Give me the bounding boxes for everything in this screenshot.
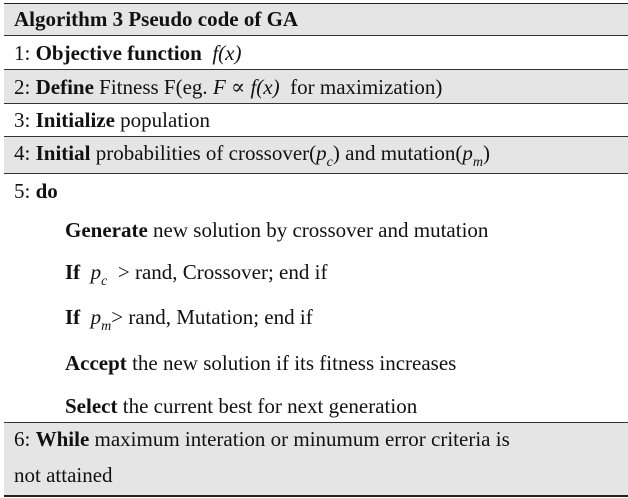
prob-symbol: p (90, 260, 102, 284)
algorithm-header (4, 4, 628, 35)
prob-symbol: p (316, 141, 327, 165)
step-3 (4, 104, 628, 136)
step-text: Fitness F(eg. (99, 75, 208, 99)
step-text: population (120, 108, 210, 132)
step-text: ) and mutation( (332, 141, 463, 165)
step-4 (4, 137, 628, 173)
step-keyword: If (65, 260, 81, 284)
step-text: probabilities of crossover( (95, 141, 317, 165)
step-keyword: Initialize (35, 108, 115, 132)
step-2 (4, 70, 628, 103)
step-text: > rand, Crossover; end if (117, 260, 328, 284)
step-number: 1: (14, 41, 31, 65)
step-math: F ∝ f(x) (212, 75, 280, 99)
step-keyword: Accept (65, 351, 127, 375)
step-math: f(x) (212, 41, 242, 65)
step-number: 3: (14, 108, 31, 132)
algorithm-title: Algorithm 3 Pseudo code of GA (14, 7, 299, 31)
prob-symbol: p (462, 141, 473, 165)
step-text: > rand, Mutation; end if (111, 305, 313, 329)
loop-body-line (65, 220, 488, 241)
step-text: the new solution if its fitness increases (132, 351, 457, 375)
step-number: 6: (14, 427, 31, 451)
prob-subscript: m (472, 155, 483, 170)
prob-subscript: m (101, 319, 112, 334)
step-text-continued: not attained (14, 463, 113, 487)
loop-body-line (65, 260, 328, 289)
step-number: 5: (14, 179, 31, 203)
step-keyword: Objective function (35, 41, 202, 65)
step-number: 4: (14, 141, 31, 165)
step-text: the current best for next generation (122, 394, 418, 418)
step-keyword: Generate (65, 218, 148, 242)
loop-body-line (65, 396, 417, 417)
loop-body-line (65, 305, 313, 334)
step-6 (4, 423, 628, 495)
bottom-rule (4, 495, 628, 497)
step-keyword: do (35, 179, 58, 203)
step-text: maximum interation or minumum error criteria is (94, 427, 510, 451)
prob-subscript: c (326, 155, 333, 170)
step-keyword: Select (65, 394, 118, 418)
step-1 (4, 36, 628, 69)
step-text: ) (482, 141, 490, 165)
step-text: for maximization) (290, 75, 443, 99)
step-keyword: While (35, 427, 90, 451)
step-text: new solution by crossover and mutation (153, 218, 489, 242)
step-5 (4, 174, 628, 422)
step-keyword: If (65, 305, 81, 329)
prob-subscript: c (101, 274, 108, 289)
prob-symbol: p (90, 305, 102, 329)
step-number: 2: (14, 75, 31, 99)
step-keyword: Initial (35, 141, 91, 165)
step-keyword: Define (35, 75, 94, 99)
loop-body-line (65, 353, 456, 374)
